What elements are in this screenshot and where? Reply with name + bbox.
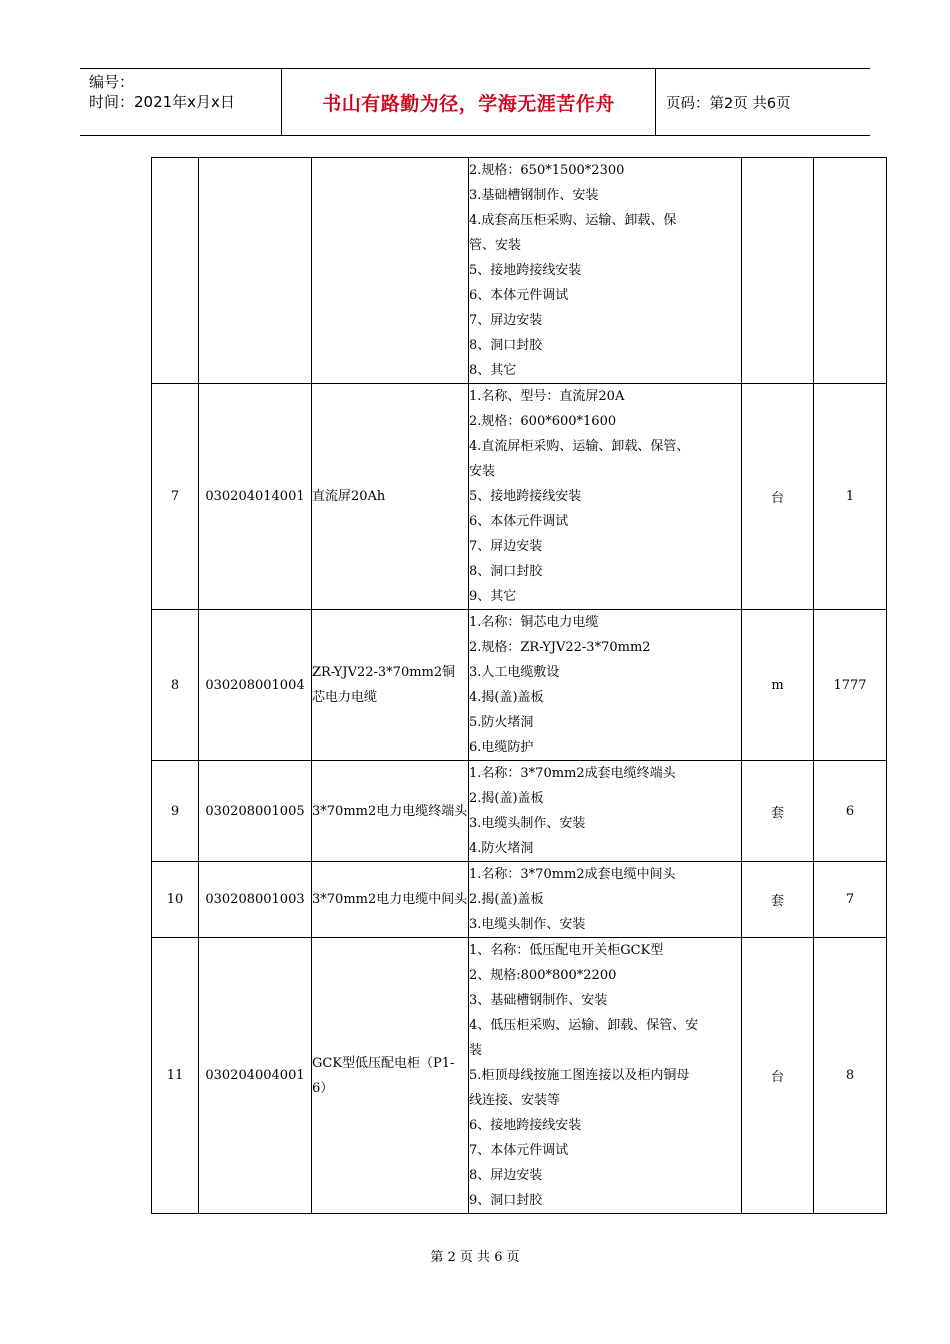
item-number xyxy=(152,158,199,384)
table-row xyxy=(152,938,887,1214)
feature-line: 2.规格：600*600*1600 xyxy=(469,414,617,429)
item-features xyxy=(469,610,742,761)
item-unit: 台 xyxy=(742,384,814,610)
time-label: 时间：2021年x月x日 xyxy=(89,93,235,111)
item-features xyxy=(469,384,742,610)
table-row xyxy=(152,761,887,862)
item-quantity: 1777 xyxy=(814,610,887,761)
feature-line: 管、安装 xyxy=(469,238,522,253)
feature-line: 4.直流屏柜采购、运输、卸载、保管、 xyxy=(469,439,690,454)
feature-line: 4、低压柜采购、运输、卸载、保管、安 xyxy=(469,1018,699,1033)
feature-line: 6、本体元件调试 xyxy=(469,514,569,529)
feature-line: 6、接地跨接线安装 xyxy=(469,1118,582,1133)
item-unit: m xyxy=(742,610,814,761)
item-quantity xyxy=(814,158,887,384)
item-number: 9 xyxy=(152,761,199,862)
item-quantity: 6 xyxy=(814,761,887,862)
feature-line: 7、屏边安装 xyxy=(469,539,543,554)
item-features xyxy=(469,862,742,938)
bill-table xyxy=(151,157,887,1214)
page-header xyxy=(80,68,870,136)
item-quantity: 8 xyxy=(814,938,887,1214)
item-unit: 套 xyxy=(742,862,814,938)
feature-line: 安装 xyxy=(469,464,496,479)
feature-line: 3.电缆头制作、安装 xyxy=(469,816,586,831)
feature-line: 线连接、安装等 xyxy=(469,1093,561,1108)
feature-line: 5.柜顶母线按施工图连接以及柜内铜母 xyxy=(469,1068,690,1083)
header-slogan: 书山有路勤为径，学海无涯苦作舟 xyxy=(282,69,656,135)
item-number: 8 xyxy=(152,610,199,761)
item-code: 030208001004 xyxy=(199,610,312,761)
table-row xyxy=(152,610,887,761)
item-code: 030204014001 xyxy=(199,384,312,610)
item-unit: 台 xyxy=(742,938,814,1214)
feature-line: 3.电缆头制作、安装 xyxy=(469,917,586,932)
item-quantity: 7 xyxy=(814,862,887,938)
feature-line: 2.揭(盖)盖板 xyxy=(469,791,544,806)
item-number: 11 xyxy=(152,938,199,1214)
item-code: 030208001005 xyxy=(199,761,312,862)
table-row xyxy=(152,158,887,384)
item-code: 030208001003 xyxy=(199,862,312,938)
feature-line: 9、其它 xyxy=(469,589,517,604)
feature-line: 3、基础槽钢制作、安装 xyxy=(469,993,608,1008)
feature-line: 3.基础槽钢制作、安装 xyxy=(469,188,599,203)
feature-line: 7、本体元件调试 xyxy=(469,1143,569,1158)
feature-line: 8、屏边安装 xyxy=(469,1168,543,1183)
feature-line: 8、洞口封胶 xyxy=(469,564,543,579)
feature-line: 2.揭(盖)盖板 xyxy=(469,892,544,907)
feature-line: 2.规格：650*1500*2300 xyxy=(469,163,625,178)
feature-line: 8、洞口封胶 xyxy=(469,338,543,353)
feature-line: 5.防火堵洞 xyxy=(469,715,534,730)
feature-line: 1、名称：低压配电开关柜GCK型 xyxy=(469,943,664,958)
feature-line: 7、屏边安装 xyxy=(469,313,543,328)
feature-line: 9、洞口封胶 xyxy=(469,1193,543,1208)
item-name: 3*70mm2电力电缆中间头 xyxy=(312,862,469,938)
header-page-info: 页码：第2页 共6页 xyxy=(666,95,791,112)
feature-line: 2、规格:800*800*2200 xyxy=(469,968,617,983)
feature-line: 4.成套高压柜采购、运输、卸载、保 xyxy=(469,213,677,228)
feature-line: 5、接地跨接线安装 xyxy=(469,263,582,278)
item-code: 030204004001 xyxy=(199,938,312,1214)
feature-line: 4.揭(盖)盖板 xyxy=(469,690,544,705)
feature-line: 3.人工电缆敷设 xyxy=(469,665,560,680)
feature-line: 装 xyxy=(469,1043,483,1058)
item-name xyxy=(312,158,469,384)
item-features xyxy=(469,761,742,862)
feature-line: 6.电缆防护 xyxy=(469,740,534,755)
item-name: GCK型低压配电柜（P1-6） xyxy=(312,938,469,1214)
feature-line: 4.防火堵洞 xyxy=(469,841,534,856)
item-name: 3*70mm2电力电缆终端头 xyxy=(312,761,469,862)
table-row xyxy=(152,384,887,610)
item-unit xyxy=(742,158,814,384)
item-quantity: 1 xyxy=(814,384,887,610)
item-unit: 套 xyxy=(742,761,814,862)
header-meta xyxy=(80,69,282,135)
number-label: 编号： xyxy=(89,73,135,91)
item-name: ZR-YJV22-3*70mm2铜芯电力电缆 xyxy=(312,610,469,761)
feature-line: 2.规格：ZR-YJV22-3*70mm2 xyxy=(469,640,651,655)
table-row xyxy=(152,862,887,938)
feature-line: 1.名称：铜芯电力电缆 xyxy=(469,615,599,630)
feature-line: 1.名称：3*70mm2成套电缆中间头 xyxy=(469,867,676,882)
feature-line: 1.名称、型号：直流屏20A xyxy=(469,389,625,404)
item-number: 10 xyxy=(152,862,199,938)
item-features xyxy=(469,158,742,384)
feature-line: 8、其它 xyxy=(469,363,517,378)
feature-line: 6、本体元件调试 xyxy=(469,288,569,303)
feature-line: 1.名称：3*70mm2成套电缆终端头 xyxy=(469,766,676,781)
feature-line: 5、接地跨接线安装 xyxy=(469,489,582,504)
page-footer: 第 2 页 共 6 页 xyxy=(430,1250,520,1265)
item-number: 7 xyxy=(152,384,199,610)
item-name: 直流屏20Ah xyxy=(312,384,469,610)
item-code xyxy=(199,158,312,384)
item-features xyxy=(469,938,742,1214)
